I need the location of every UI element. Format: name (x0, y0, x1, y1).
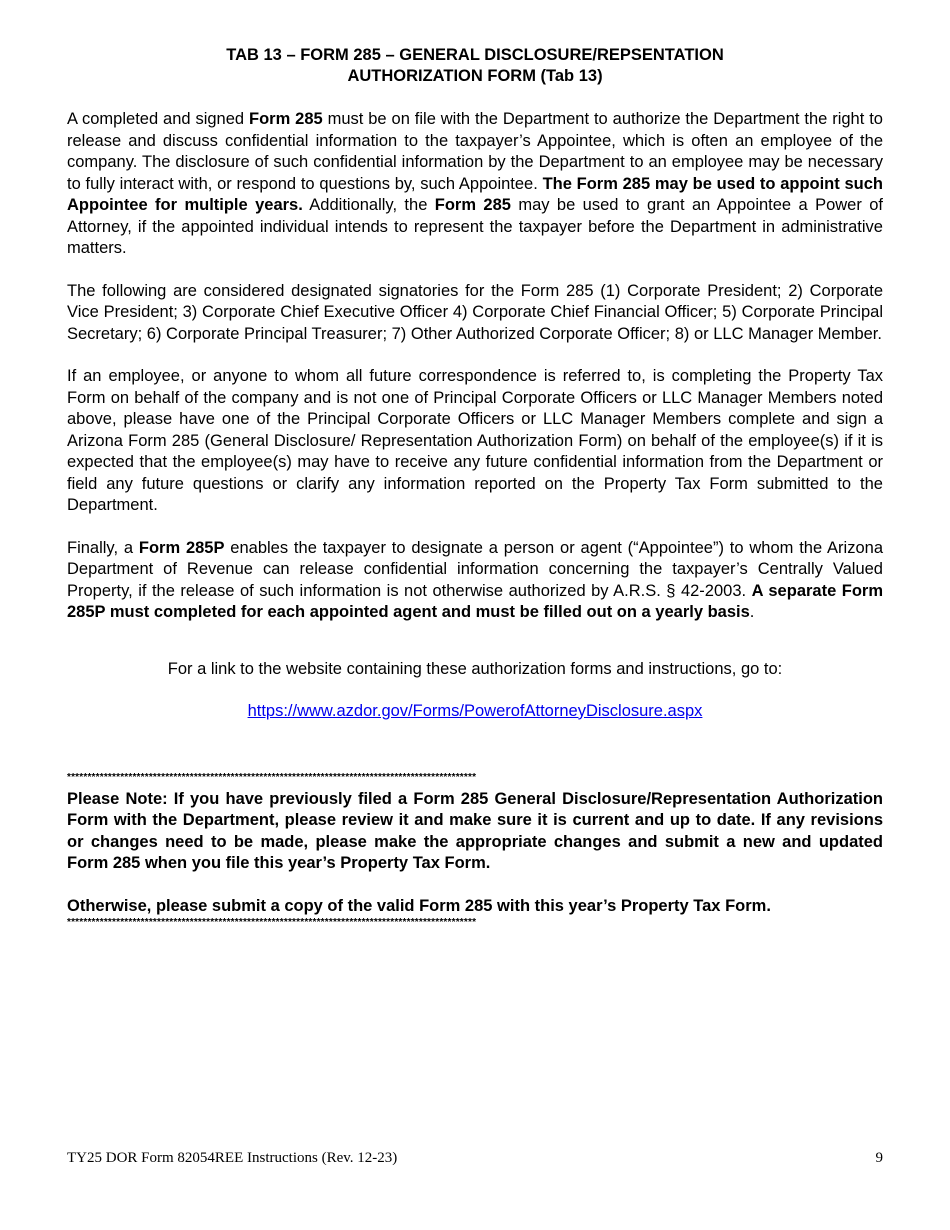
page-number: 9 (875, 1150, 883, 1166)
bold-run: Form 285P (138, 538, 225, 557)
text-run: must be on file with the Department to authorize the Department the right to release and discuss confidential information to the taxpayer’s Appointee, which is often an employee of the company. The disclosure of such confidential information by the Department to an employee may be necessary to fully interact with, or respond to questions by, such Appointee. (67, 110, 883, 193)
text-run: Finally, a (67, 538, 139, 557)
text-run: enables the taxpayer to designate a person or agent (“Appointee”) to whom the Arizona Department of Revenue can release confidential information concerning the taxpayer’s Centrally Valued Property, if the release of such information is not otherwise authorized by A.R.S. § 42-2003. (67, 538, 883, 600)
bold-run: Form 285 (434, 196, 511, 214)
asterisk-divider-top: **************************************************************************************************** (67, 771, 477, 783)
text-run: A completed and signed (67, 110, 249, 128)
paragraph-form-285p (67, 538, 883, 624)
bold-run: A separate Form 285P must completed for each appointed agent and must be filled out on a yearly basis (67, 581, 883, 621)
page-title (67, 45, 883, 87)
footer-form-id: TY25 DOR Form 82054REE Instructions (Rev. 12-23) (67, 1150, 398, 1166)
please-note: Please Note: If you have previously filed a Form 285 General Disclosure/Representation Authorization Form with the Department, please review it and make sure it is current and up to date. If any revisions or changes need to be made, please make the appropriate changes and submit a new and updated Form 285 when you file this year’s Property Tax Form. (67, 789, 883, 872)
text-run: Additionally, the (302, 196, 435, 214)
bold-run: Form 285 (249, 110, 323, 128)
otherwise-note: Otherwise, please submit a copy of the valid Form 285 with this year’s Property Tax Form. (67, 896, 771, 915)
document-page (67, 45, 883, 929)
bold-run: The Form 285 may be used to appoint such Appointee for multiple years. (67, 174, 884, 214)
paragraph-form-285 (67, 109, 883, 260)
title-line-1: TAB 13 – FORM 285 – GENERAL DISCLOSURE/REPSENTATION (226, 46, 724, 64)
paragraph-employee: If an employee, or anyone to whom all future correspondence is referred to, is completing the Property Tax Form on behalf of the company and is not one of Principal Corporate Officers or LLC Manager Members noted above, please have one of the Principal Corporate Officers or LLC Manager Members complete and sign a Arizona Form 285 (General Disclosure/ Representation Authorization Form) on behalf of the employee(s) if it is expected that the employee(s) may have to receive any future confidential information from the Department or field any future questions or clarify any information reported on the Property Tax Form submitted to the Department. (67, 367, 883, 514)
asterisk-divider-bottom: **************************************************************************************************** (67, 917, 477, 928)
text-run: . (749, 603, 755, 621)
paragraph-signatories: The following are considered designated signatories for the Form 285 (1) Corporate President; 2) Corporate Vice President; 3) Corporate Chief Executive Officer 4) Corporate Chief Financial Officer; 5) Corporate Principal Secretary; 6) Corporate Principal Treasurer; 7) Other Authorized Corporate Officer; 8) or LLC Manager Member. (67, 281, 883, 343)
title-line-2: AUTHORIZATION FORM (Tab 13) (347, 67, 603, 85)
link-intro: For a link to the website containing these authorization forms and instructions, go to: (167, 659, 783, 678)
forms-website-link[interactable]: https://www.azdor.gov/Forms/PowerofAttorneyDisclosure.aspx (247, 701, 703, 720)
text-run: may be used to grant an Appointee a Power of Attorney, if the appointed individual intends to represent the taxpayer before the Department in administrative matters. (67, 196, 883, 257)
